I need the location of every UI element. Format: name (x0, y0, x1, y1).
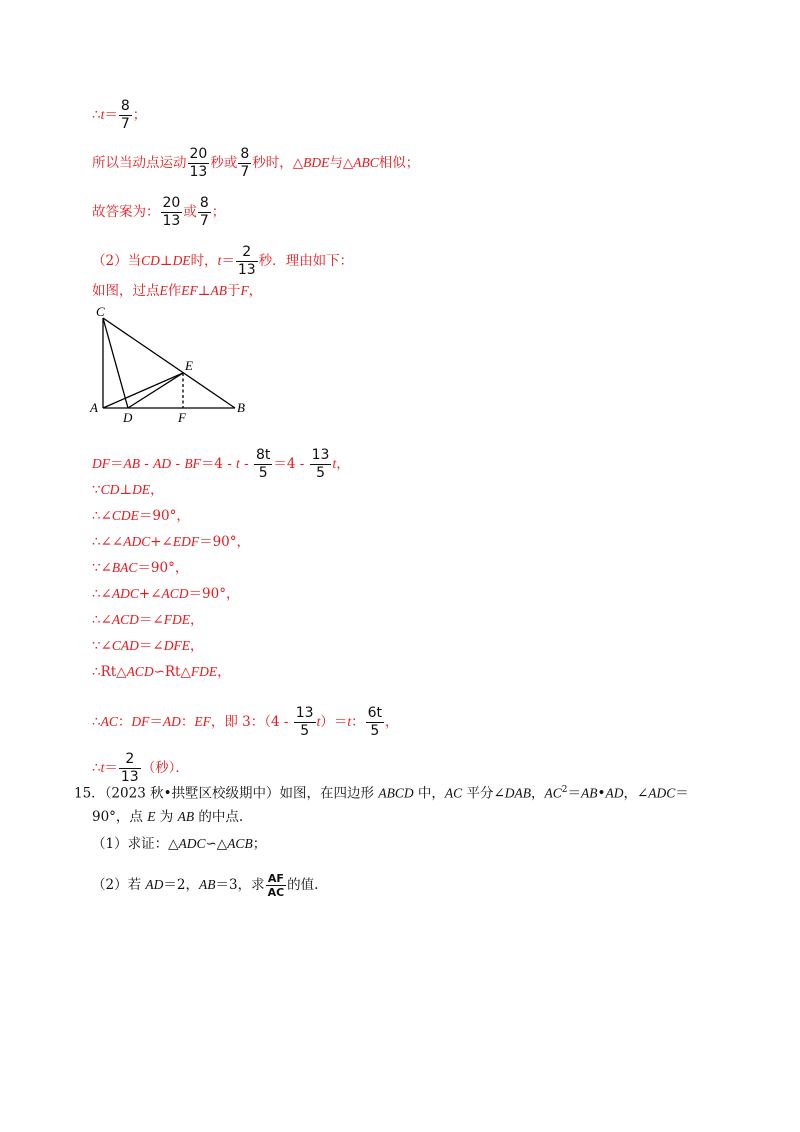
text: ＝ (104, 760, 118, 776)
text: 所以当动点运动 (92, 155, 187, 171)
text: ＝90°， (188, 586, 240, 602)
text: ， (150, 482, 164, 498)
text: ： (180, 714, 195, 730)
solution-line-conclusion (92, 146, 419, 181)
text: ∽Rt△ (153, 664, 191, 680)
var: AB (177, 809, 195, 824)
text: 的中点. (194, 809, 244, 825)
segment-CD (103, 318, 128, 408)
question-15-line2 (92, 808, 243, 826)
segment-AE (103, 373, 183, 408)
question-15-part2 (92, 872, 318, 899)
fraction-8-7 (119, 98, 132, 133)
var: EF (181, 283, 198, 298)
text: - (140, 456, 154, 472)
var: DF (92, 456, 110, 471)
text: ∴∠ (92, 612, 112, 628)
var-t: t (100, 107, 105, 122)
text: ∴Rt△ (92, 664, 127, 680)
text: ， (385, 714, 399, 730)
fraction-8t-5 (254, 447, 272, 482)
denominator: 13 (237, 262, 256, 278)
var: ADC (648, 785, 676, 801)
text: ⊥ (119, 482, 133, 498)
var: AD (162, 714, 181, 729)
var: EDF (172, 534, 200, 549)
text: （2）若 (92, 877, 146, 893)
denominator: 5 (254, 464, 272, 482)
text: ＝2， (163, 877, 199, 893)
var-t: t (217, 253, 222, 268)
var: EF (194, 714, 211, 729)
fraction-20-13 (161, 195, 183, 230)
var: ABC (353, 155, 379, 170)
text: 中， (413, 785, 445, 802)
text: • (597, 785, 606, 802)
denominator: 5 (294, 722, 316, 740)
label-A: A (90, 400, 98, 415)
text: 秒或 (210, 155, 238, 171)
text: ： (351, 714, 365, 730)
denominator: AC (267, 886, 285, 899)
text: 为 (155, 809, 178, 825)
text: ＝∠ (138, 638, 164, 654)
var: AD (145, 877, 164, 892)
text: ＝ (675, 785, 689, 802)
text: ， (189, 612, 204, 628)
text: ⊥ (159, 253, 173, 269)
denominator: 7 (120, 116, 130, 132)
text: （1）求证：△ (92, 836, 179, 852)
text: ∴∠ (92, 508, 112, 524)
var: CD (141, 253, 160, 268)
var-t: t (347, 714, 352, 729)
var: AB (198, 877, 216, 892)
var: AB (123, 456, 140, 471)
step-ratio (92, 705, 399, 740)
numerator: 2 (125, 751, 135, 767)
text: ＝4 - (273, 456, 309, 472)
var-t: t (236, 456, 240, 471)
equals: ＝ (104, 107, 118, 123)
fraction-13-5 (294, 705, 316, 740)
question-15-part1 (92, 835, 266, 853)
text: ＝90°， (199, 534, 251, 550)
var: DFE (163, 638, 190, 653)
text: ， (189, 638, 204, 654)
var: DE (132, 482, 151, 497)
numerator: AF (267, 872, 284, 885)
numerator: 8t (255, 447, 271, 463)
numerator: 8 (120, 98, 130, 114)
var-t: t (332, 456, 337, 471)
var: ADC (111, 586, 139, 601)
text: （秒）． (141, 760, 189, 776)
label-F: F (178, 410, 186, 425)
fraction-2-13 (236, 244, 258, 279)
fraction-20-13 (188, 146, 210, 181)
question-number: 15． (74, 785, 105, 802)
text: 与△ (329, 155, 354, 171)
numerator: 20 (162, 195, 181, 211)
text: ∵ (92, 482, 101, 498)
solution-line-t-8-7 (92, 98, 146, 133)
text: - (171, 456, 185, 472)
numerator: 13 (295, 705, 314, 721)
text: ＝ (149, 714, 163, 730)
text: （2023 秋•拱墅区校级期中）如图，在四边形 (104, 785, 379, 802)
fraction-13-5 (310, 447, 332, 482)
text: ＝ (110, 456, 124, 472)
solution-construction (92, 282, 262, 300)
var: ACD (126, 664, 154, 679)
var: FDE (163, 612, 190, 627)
var: ACD (161, 586, 189, 601)
text: 秒．理由如下： (258, 253, 354, 269)
text: ，∠ (623, 785, 649, 802)
denominator: 13 (189, 164, 208, 180)
text: ∴ (92, 760, 101, 776)
denominator: 13 (120, 769, 139, 785)
var: BDE (303, 155, 330, 170)
text: 平分∠ (462, 785, 505, 802)
var: AC (544, 785, 562, 801)
var: ACD (111, 612, 139, 627)
numerator: 6t (367, 705, 382, 721)
var-t: t (316, 714, 321, 729)
step-cd-perp-de (92, 481, 164, 499)
text: ＝ (221, 253, 235, 269)
text: +∠ (138, 586, 162, 602)
text: 时， (190, 253, 218, 269)
label-B: B (237, 400, 245, 415)
var: AC (100, 714, 118, 729)
step-angle-cde (92, 507, 190, 525)
superscript: 2 (561, 785, 568, 795)
fraction-af-ac (266, 872, 287, 899)
text: ； (252, 836, 267, 852)
text: ， (336, 456, 350, 472)
question-15-line1 (74, 781, 689, 803)
text: ＝ (567, 785, 582, 802)
text: ∴∠ (92, 586, 112, 602)
var: E (147, 809, 156, 824)
text: ∽△ (205, 836, 228, 852)
text: 相似； (378, 155, 420, 171)
denominator: 7 (199, 213, 209, 229)
text: ＝4 - (200, 456, 237, 472)
var: CDE (111, 508, 139, 523)
solution-part2-header (92, 244, 353, 279)
text: ， (217, 664, 231, 680)
text: 于 (226, 283, 241, 299)
var: DF (131, 714, 150, 729)
text: ⊥ (197, 283, 211, 299)
fraction-8-7 (198, 195, 211, 230)
text: ； (211, 204, 226, 220)
text: 的值. (287, 877, 319, 893)
text: ∴∠∠ (92, 534, 124, 550)
text: 或 (183, 204, 197, 220)
therefore-symbol: ∴ (92, 107, 101, 123)
var: BF (184, 456, 201, 471)
step-adc-edf (92, 533, 250, 551)
text: 90°，点 (92, 809, 148, 825)
solution-line-answer (92, 195, 225, 230)
var: F (240, 283, 249, 298)
denominator: 5 (366, 722, 384, 740)
text: ∴ (92, 714, 101, 730)
text: - (239, 456, 253, 472)
triangle-figure (88, 300, 263, 430)
var: ABCD (378, 785, 414, 801)
text: ＝90°， (138, 508, 190, 524)
step-adc-acd (92, 585, 239, 603)
denominator: 13 (162, 213, 181, 229)
text: 秒时，△ (252, 155, 304, 171)
var: ADC (178, 836, 206, 851)
label-D: D (123, 410, 133, 425)
label-C: C (96, 304, 105, 319)
denominator: 7 (240, 164, 250, 180)
text: ，即 3：（4 - (210, 714, 293, 730)
text: 故答案为： (92, 204, 160, 220)
step-similar-triangles (92, 663, 231, 681)
text: ＝∠ (138, 612, 164, 628)
var: BAC (111, 560, 138, 575)
text: ， (248, 283, 263, 299)
var: DE (172, 253, 191, 268)
var: AD (605, 785, 624, 801)
text: ∵∠ (92, 638, 112, 654)
text: ， (531, 785, 545, 802)
var: CAD (111, 638, 139, 653)
denominator: 5 (310, 464, 332, 482)
fraction-6t-5 (366, 705, 384, 740)
text: 作 (167, 283, 182, 299)
numerator: 20 (189, 146, 208, 162)
text: ＝90°， (137, 560, 189, 576)
numerator: 13 (311, 447, 330, 463)
segment-CB (103, 318, 235, 408)
var: AB (581, 785, 598, 801)
segment-DE (128, 373, 183, 408)
punct: ； (132, 107, 147, 123)
text: ＝3，求 (215, 877, 265, 893)
numerator: 2 (242, 244, 252, 260)
var: ADC (123, 534, 151, 549)
step-bac (92, 559, 188, 577)
step-acd-fde (92, 611, 203, 629)
var: FDE (190, 664, 218, 679)
var-t: t (100, 760, 105, 775)
var: CD (100, 482, 120, 497)
var: AC (444, 785, 463, 801)
text: ∵∠ (92, 560, 112, 576)
text: +∠ (150, 534, 173, 550)
label-E: E (185, 358, 193, 373)
solution-df-expression (92, 447, 350, 482)
step-cad-dfe (92, 637, 203, 655)
text: ： (117, 714, 132, 730)
var: AB (210, 283, 227, 298)
var: DAB (504, 785, 532, 801)
var: AD (153, 456, 172, 471)
numerator: 8 (199, 195, 209, 211)
text: （2）当 (92, 253, 142, 269)
text: ）＝ (320, 714, 348, 730)
numerator: 8 (240, 146, 250, 162)
fraction-8-7 (238, 146, 251, 181)
text: 如图，过点 (92, 283, 160, 299)
var: E (159, 283, 168, 298)
var: ACB (227, 836, 253, 851)
